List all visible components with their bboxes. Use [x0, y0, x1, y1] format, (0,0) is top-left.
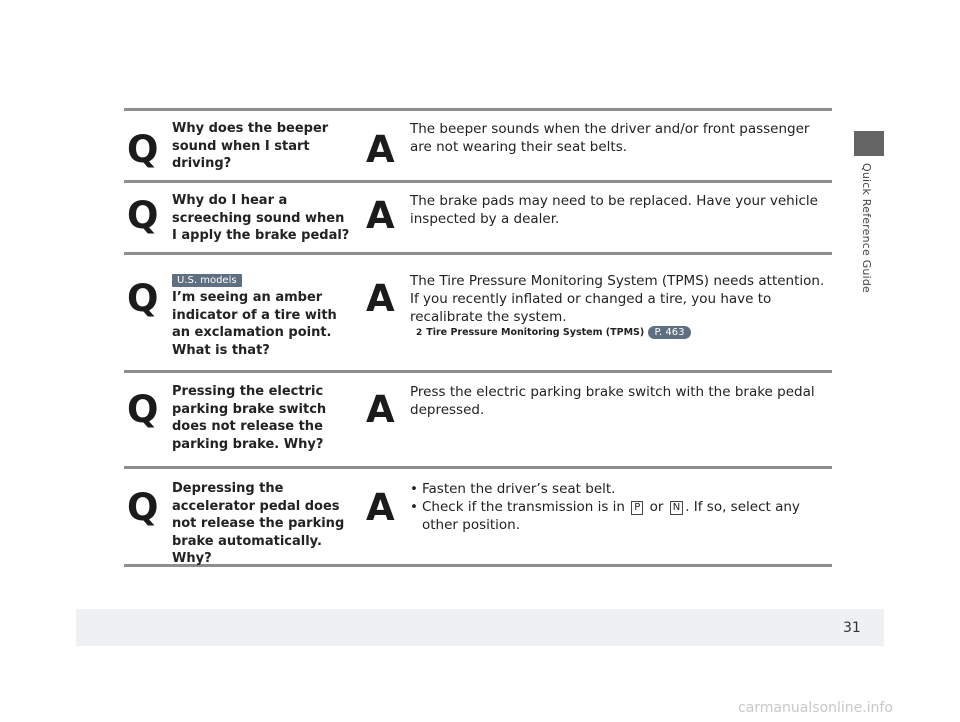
neutral-key-icon: N — [670, 501, 683, 515]
section-title: Quick Reference Guide — [860, 163, 873, 293]
a-icon: A — [366, 128, 395, 171]
bullet-icon: • — [410, 499, 418, 515]
q-icon: Q — [127, 486, 159, 529]
answer-bullet — [410, 498, 830, 534]
q-icon: Q — [127, 388, 159, 431]
question-text: Why do I hear a screeching sound when I apply the brake pedal? — [172, 193, 350, 243]
footer-bar — [76, 609, 884, 646]
us-models-badge: U.S. models — [172, 274, 242, 287]
park-key-icon: P — [631, 501, 643, 515]
question-text: I’m seeing an amber indicator of a tire with an exclamation point. What is that? — [172, 290, 337, 358]
section-tab — [854, 131, 884, 156]
answer-text: The beeper sounds when the driver and/or front passenger are not wearing their seat belts. — [410, 121, 810, 155]
answer-text: The Tire Pressure Monitoring System (TPMS) needs attention. If you recently inflated or changed a tire, you have to recalibrate the system. — [410, 273, 825, 325]
q-icon: Q — [127, 277, 159, 320]
answer-text: The brake pads may need to be replaced. Have your vehicle inspected by a dealer. — [410, 193, 818, 227]
bullet-text: or — [649, 499, 664, 515]
answer-block — [410, 480, 830, 534]
reference-arrow-icon: 2 — [416, 328, 423, 338]
watermark: carmanualsonline.info — [738, 700, 893, 716]
divider — [124, 108, 832, 111]
a-icon: A — [366, 194, 395, 237]
cross-reference — [416, 326, 830, 340]
answer-text: Press the electric parking brake switch with the brake pedal depressed. — [410, 384, 815, 418]
question-text: Why does the beeper sound when I start driving? — [172, 121, 329, 171]
divider — [124, 370, 832, 373]
q-icon: Q — [127, 128, 159, 171]
question-text: Pressing the electric parking brake switch does not release the parking brake. Why? — [172, 384, 327, 452]
divider — [124, 180, 832, 183]
bullet-text: Check if the transmission is in — [422, 499, 625, 515]
a-icon: A — [366, 277, 395, 320]
answer-bullet — [410, 480, 830, 498]
question-text: Depressing the accelerator pedal does not release the parking brake automatically. Why? — [172, 481, 345, 566]
a-icon: A — [366, 486, 395, 529]
a-icon: A — [366, 388, 395, 431]
page-reference-link[interactable]: P. 463 — [648, 326, 692, 339]
answer-block — [410, 272, 830, 340]
divider — [124, 252, 832, 255]
bullet-text: Fasten the driver’s seat belt. — [422, 481, 616, 497]
reference-link[interactable]: Tire Pressure Monitoring System (TPMS) — [426, 327, 645, 338]
bullet-icon: • — [410, 481, 418, 497]
page-number: 31 — [843, 620, 861, 636]
divider — [124, 466, 832, 469]
q-icon: Q — [127, 194, 159, 237]
question-block — [172, 271, 352, 359]
bullet-text: . If so, select any other position. — [422, 499, 800, 533]
